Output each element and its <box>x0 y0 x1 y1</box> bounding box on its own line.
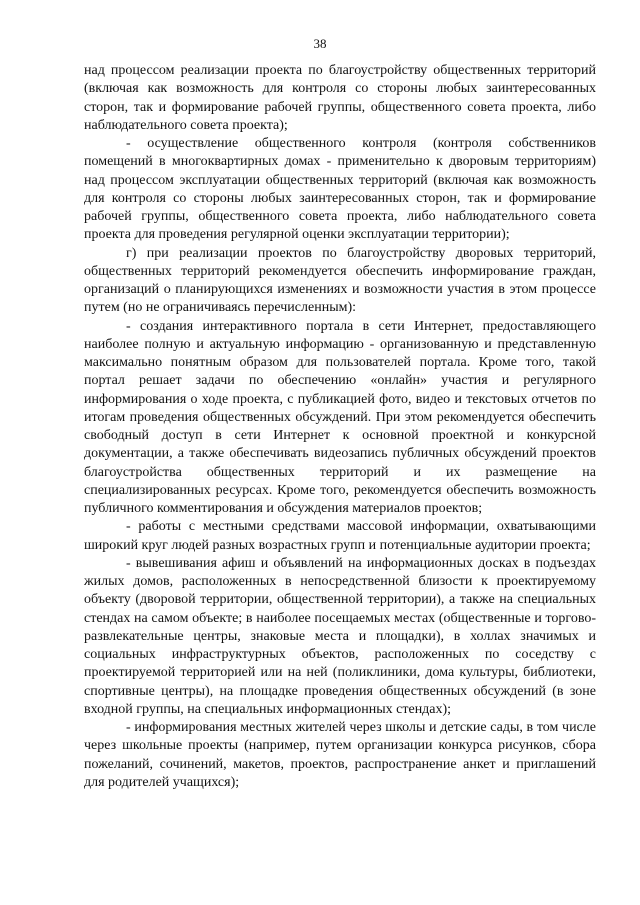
page-number: 38 <box>313 36 327 51</box>
paragraph-schools: - информирования местных жителей через школы и детские сады, в том числе через школьные проекты (например, путем организации конкурса рисунков, сбора пожеланий, сочинений, макетов, проектов, распространение анкет и приглашений для родителей учащихся); <box>84 720 596 790</box>
paragraph-public-control: - осуществление общественного контроля (контроля собственников помещений в многоквартирных домах - применительно к дворовым территориям) над процессом эксплуатации общественных территорий (включая как возможность для контроля со стороны любых заинтересованных сторон, так и формирование рабочей группы, общественного совета проекта, либо наблюдательного совета проекта для проведения регулярной оценки эксплуатации территории); <box>84 136 596 243</box>
paragraph-mass-media: - работы с местными средствами массовой информации, охватывающими широкий круг людей разных возрастных групп и потенциальные аудитории проекта; <box>84 519 596 553</box>
paragraph-item-g: г) при реализации проектов по благоустройству дворовых территорий, общественных территорий рекомендуется обеспечить информирование граждан, организаций о планирующихся изменениях и возможности участия в этом процессе путем (но не ограничиваясь перечисленным): <box>84 245 596 316</box>
document-body <box>84 62 596 792</box>
paragraph-internet-portal: - создания интерактивного портала в сети Интернет, предоставляющего наиболее полную и актуальную информацию - организованную и представленную максимально понятным образом для пользователей портала. Кроме того, такой портал решает задачи по обеспечению «онлайн» участия и регулярного информирования о ходе проекта, с публикацией фото, видео и текстовых отчетов по итогам проведения общественных обсуждений. При этом рекомендуется обеспечить свободный доступ в сети Интернет к основной проектной и конкурсной документации, а также обеспечивать видеозапись публичных обсуждений проектов благоустройства общественных территорий и их размещение на специализированных ресурсах. Кроме того, рекомендуется обеспечить возможность публичного комментирования и обсуждения материалов проектов; <box>84 318 596 516</box>
paragraph-continuation: над процессом реализации проекта по благоустройству общественных территорий (включая как возможность для контроля со стороны любых заинтересованных сторон, так и формирование рабочей группы, общественного совета проекта, либо наблюдательного совета проекта); <box>84 63 596 133</box>
paragraph-posters: - вывешивания афиш и объявлений на информационных досках в подъездах жилых домов, расположенных в непосредственной близости к проектируемому объекту (дворовой территории, общественной территории), а также на специальных стендах на самом объекте; в наиболее посещаемых местах (общественные и торгово-развлекательные центры, знаковые места и площадки), в холлах значимых и социальных инфраструктурных объектов, расположенных по соседству с проектируемой территорией или на ней (поликлиники, дома культуры, библиотеки, спортивные центры), на площадке проведения общественных обсуждений (в зоне входной группы, на специальных информационных стендах); <box>84 555 596 717</box>
